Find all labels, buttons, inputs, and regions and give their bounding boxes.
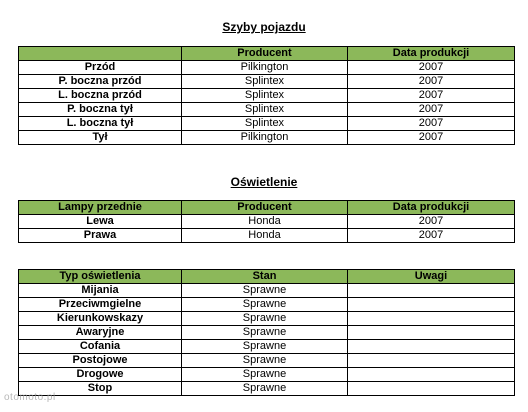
lamp-position: Prawa: [19, 229, 182, 243]
lighting-notes: [348, 326, 515, 340]
lamp-date: 2007: [348, 229, 515, 243]
glass-table-header: [19, 47, 515, 61]
lighting-state: Sprawne: [182, 312, 348, 326]
lighting-types-header: [19, 270, 515, 284]
lighting-type: Postojowe: [19, 354, 182, 368]
lighting-type: Drogowe: [19, 368, 182, 382]
glass-position: L. boczna przód: [19, 89, 182, 103]
glass-producer: Splintex: [182, 89, 348, 103]
lighting-notes: [348, 354, 515, 368]
lighting-header-type: Typ oświetlenia: [19, 270, 182, 284]
lighting-type: Przeciwmgielne: [19, 298, 182, 312]
glass-position: L. boczna tył: [19, 117, 182, 131]
lights-header-lamps: Lampy przednie: [19, 201, 182, 215]
lighting-state: Sprawne: [182, 284, 348, 298]
table-row: [19, 75, 515, 89]
glass-date: 2007: [348, 117, 515, 131]
table-row: [19, 89, 515, 103]
glass-producer: Splintex: [182, 103, 348, 117]
glass-position: Tył: [19, 131, 182, 145]
glass-date: 2007: [348, 75, 515, 89]
lighting-header-state: Stan: [182, 270, 348, 284]
lighting-type: Kierunkowskazy: [19, 312, 182, 326]
glass-producer: Pilkington: [182, 131, 348, 145]
lighting-notes: [348, 284, 515, 298]
lamp-producer: Honda: [182, 229, 348, 243]
lighting-state: Sprawne: [182, 340, 348, 354]
glass-date: 2007: [348, 103, 515, 117]
glass-section-title: Szyby pojazdu: [222, 20, 306, 34]
table-row: [19, 354, 515, 368]
table-row: [19, 312, 515, 326]
lighting-notes: [348, 340, 515, 354]
lighting-notes: [348, 368, 515, 382]
lights-header-date: Data produkcji: [348, 201, 515, 215]
lighting-state: Sprawne: [182, 298, 348, 312]
watermark-logo: otomoto.pl: [4, 392, 56, 403]
table-row: [19, 298, 515, 312]
glass-date: 2007: [348, 131, 515, 145]
glass-producer: Splintex: [182, 117, 348, 131]
table-row: [19, 229, 515, 243]
lighting-notes: [348, 382, 515, 396]
lights-table-header: [19, 201, 515, 215]
lights-section-title: Oświetlenie: [230, 175, 298, 189]
lighting-type: Stop: [19, 382, 182, 396]
glass-date: 2007: [348, 61, 515, 75]
lighting-header-notes: Uwagi: [348, 270, 515, 284]
table-row: [19, 131, 515, 145]
glass-header-empty: [19, 47, 182, 61]
glass-producer: Pilkington: [182, 61, 348, 75]
table-row: [19, 326, 515, 340]
lighting-notes: [348, 312, 515, 326]
lighting-types-table: [18, 269, 515, 396]
lighting-type: Awaryjne: [19, 326, 182, 340]
table-row: [19, 284, 515, 298]
lighting-state: Sprawne: [182, 326, 348, 340]
table-row: [19, 215, 515, 229]
lighting-notes: [348, 298, 515, 312]
lamp-producer: Honda: [182, 215, 348, 229]
table-row: [19, 340, 515, 354]
glass-date: 2007: [348, 89, 515, 103]
lighting-type: Cofania: [19, 340, 182, 354]
lighting-state: Sprawne: [182, 354, 348, 368]
table-row: [19, 61, 515, 75]
lighting-state: Sprawne: [182, 382, 348, 396]
glass-header-date: Data produkcji: [348, 47, 515, 61]
lighting-state: Sprawne: [182, 368, 348, 382]
table-row: [19, 382, 515, 396]
table-row: [19, 117, 515, 131]
glass-position: P. boczna tył: [19, 103, 182, 117]
table-row: [19, 103, 515, 117]
glass-producer: Splintex: [182, 75, 348, 89]
lights-header-producer: Producent: [182, 201, 348, 215]
lighting-type: Mijania: [19, 284, 182, 298]
lamp-date: 2007: [348, 215, 515, 229]
glass-table: [18, 46, 515, 145]
glass-header-producer: Producent: [182, 47, 348, 61]
table-row: [19, 368, 515, 382]
lights-table: [18, 200, 515, 243]
glass-position: Przód: [19, 61, 182, 75]
glass-position: P. boczna przód: [19, 75, 182, 89]
lamp-position: Lewa: [19, 215, 182, 229]
